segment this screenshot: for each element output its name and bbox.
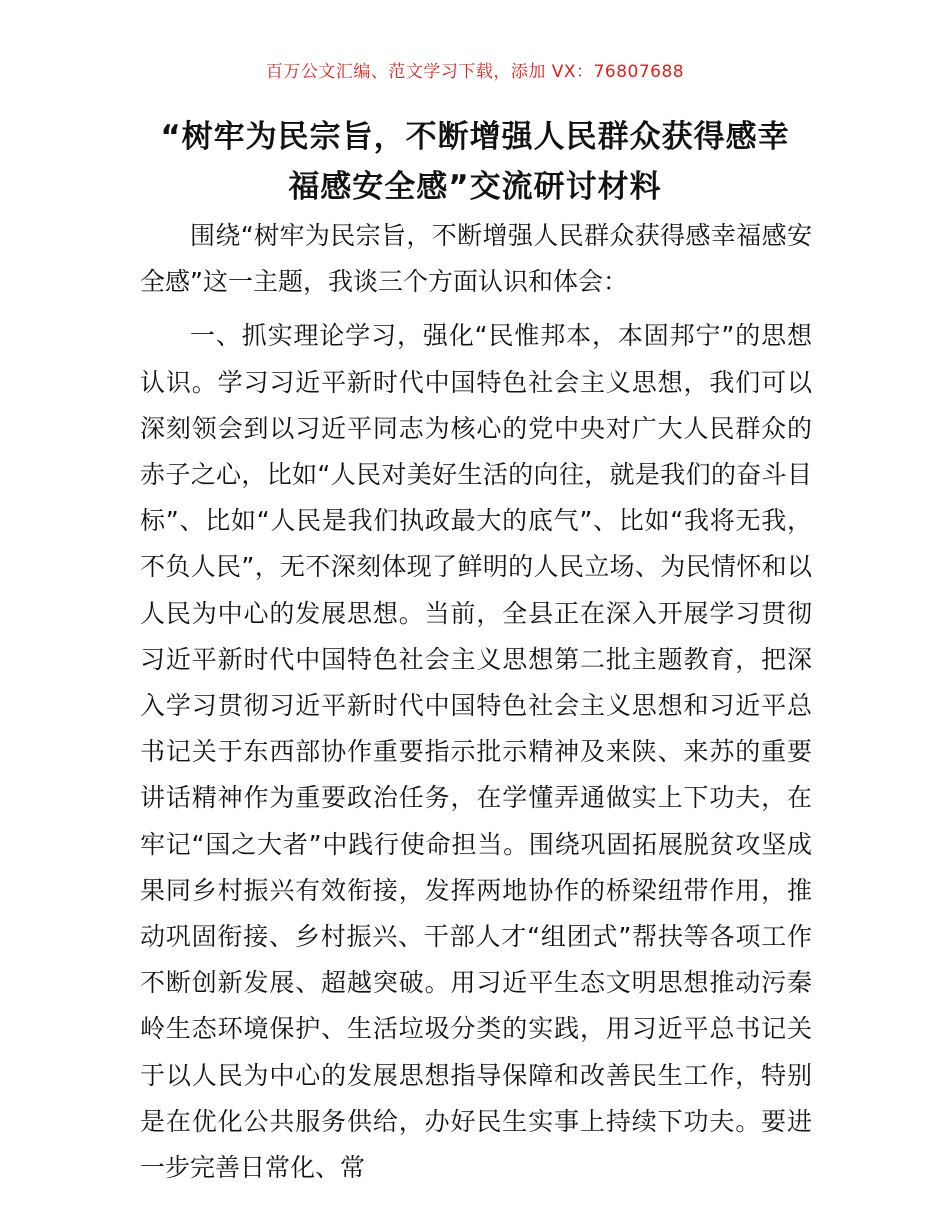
section-1-paragraph: 一、抓实理论学习，强化“民惟邦本，本固邦宁”的思想认识。学习习近平新时代中国特色社会主义思想，我们可以深刻领会到以习近平同志为核心的党中央对广大人民群众的赤子之心，比如“人民对美好生活的向往，就是我们的奋斗目标”、比如“人民是我们执政最大的底气”、比如“我将无我，不负人民”，无不深刻体现了鲜明的人民立场、为民情怀和以人民为中心的发展思想。当前，全县正在深入开展学习贯彻习近平新时代中国特色社会主义思想第二批主题教育，把深入学习贯彻习近平新时代中国特色社会主义思想和习近平总书记关于东西部协作重要指示批示精神及来陕、来苏的重要讲话精神作为重要政治任务，在学懂弄通做实上下功夫，在牢记“国之大者”中践行使命担当。围绕巩固拓展脱贫攻坚成果同乡村振兴有效衔接，发挥两地协作的桥梁纽带作用，推动巩固衔接、乡村振兴、干部人才“组团式”帮扶等各项工作不断创新发展、超越突破。用习近平生态文明思想推动污秦岭生态环境保护、生活垃圾分类的实践，用习近平总书记关于以人民为中心的发展思想指导保障和改善民生工作，特别是在优化公共服务供给，办好民生实事上持续下功夫。要进一步完善日常化、常 xyxy=(140,321,812,1183)
header-banner: 百万公文汇编、范文学习下载，添加 VX：76807688 xyxy=(265,62,685,82)
title-line-2: 福感安全感”交流研讨材料 xyxy=(288,169,662,205)
document-title xyxy=(140,112,810,212)
document-body xyxy=(140,213,812,1191)
title-line-1: “树牢为民宗旨，不断增强人民群众获得感幸 xyxy=(160,119,790,155)
intro-paragraph: 围绕“树牢为民宗旨，不断增强人民群众获得感幸福感安全感”这一主题，我谈三个方面认识和体会： xyxy=(140,221,812,297)
